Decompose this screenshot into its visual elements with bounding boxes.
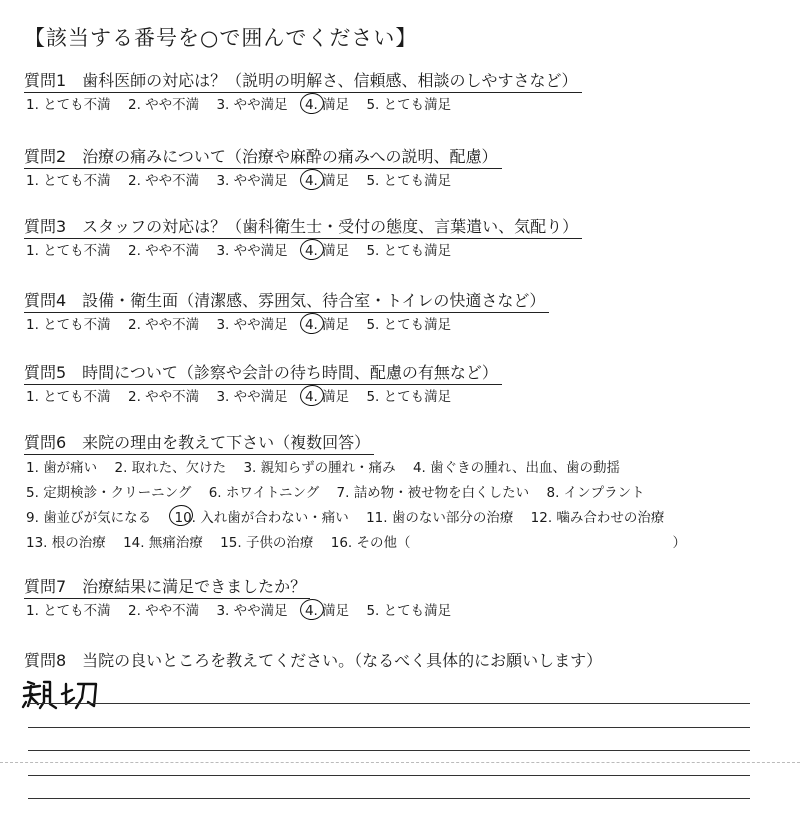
option-2[interactable]: 2. やや不満 [127,317,200,333]
option-5[interactable]: 5. とても満足 [366,317,452,333]
reason-12[interactable]: 12. 噛み合わせの治療 [530,510,665,526]
option-3[interactable]: 3. やや満足 [216,389,288,405]
answer-line [28,798,750,799]
circle-mark: 4. [305,600,318,622]
circle-mark: 4. [305,94,318,116]
other-close-paren: ） [672,535,687,551]
option-1[interactable]: 1. とても不満 [26,97,111,113]
reason-13[interactable]: 13. 根の治療 [26,535,106,551]
question-5 [24,362,784,408]
option-2[interactable]: 2. やや不満 [127,389,200,405]
rating-options [24,386,784,408]
question-title: 質問6 来院の理由を教えて下さい（複数回答） [24,432,374,455]
reason-8[interactable]: 8. インプラント [546,485,645,501]
option-1[interactable]: 1. とても不満 [26,603,111,619]
reason-14[interactable]: 14. 無痛治療 [123,535,203,551]
option-4-selected[interactable]: 4. 満足 [305,314,349,336]
option-5[interactable]: 5. とても満足 [366,603,452,619]
question-title: 質問3 スタッフの対応は？（歯科衛生士・受付の態度、言葉遣い、気配り） [24,216,582,239]
question-title: 質問2 治療の痛みについて（治療や麻酔の痛みへの説明、配慮） [24,146,502,169]
answer-line [28,775,750,776]
reason-10-selected[interactable]: 10. 入れ歯が合わない・痛い [168,506,348,531]
option-2[interactable]: 2. やや不満 [127,603,200,619]
option-3[interactable]: 3. やや満足 [216,317,288,333]
question-1 [24,70,784,116]
reason-15[interactable]: 15. 子供の治療 [220,535,314,551]
reason-9[interactable]: 9. 歯並びが気になる [26,510,152,526]
question-3 [24,216,784,262]
question-title: 質問5 時間について（診察や会計の待ち時間、配慮の有無など） [24,362,502,385]
reason-3[interactable]: 3. 親知らずの腫れ・痛み [243,460,396,476]
circle-mark: 4. [305,170,318,192]
option-5[interactable]: 5. とても満足 [366,97,452,113]
option-4-selected[interactable]: 4. 満足 [305,600,349,622]
reason-6[interactable]: 6. ホワイトニング [208,485,320,501]
option-4-selected[interactable]: 4. 満足 [305,94,349,116]
option-1[interactable]: 1. とても不満 [26,389,111,405]
option-3[interactable]: 3. やや満足 [216,173,288,189]
reason-options [24,456,786,556]
rating-options [24,600,784,622]
reason-1[interactable]: 1. 歯が痛い [26,460,98,476]
reason-2[interactable]: 2. 取れた、欠けた [114,460,227,476]
reason-16-other[interactable]: 16. その他（ ） [331,531,686,556]
option-4-selected[interactable]: 4. 満足 [305,240,349,262]
option-2[interactable]: 2. やや不満 [127,243,200,259]
answer-line [28,703,750,704]
option-2[interactable]: 2. やや不満 [127,97,200,113]
option-5[interactable]: 5. とても満足 [366,243,452,259]
option-1[interactable]: 1. とても不満 [26,173,111,189]
question-4 [24,290,784,336]
option-3[interactable]: 3. やや満足 [216,97,288,113]
question-title: 質問8 当院の良いところを教えてください。（なるべく具体的にお願いします） [24,651,603,670]
question-title: 質問7 治療結果に満足できましたか？ [24,576,310,599]
option-2[interactable]: 2. やや不満 [127,173,200,189]
option-5[interactable]: 5. とても満足 [366,389,452,405]
circle-mark: 10. [174,506,195,531]
option-4-selected[interactable]: 4. 満足 [305,386,349,408]
option-1[interactable]: 1. とても不満 [26,317,111,333]
question-7 [24,576,784,622]
instruction-header: 【該当する番号を○で囲んでください】 [24,26,418,50]
option-3[interactable]: 3. やや満足 [216,243,288,259]
question-title: 質問4 設備・衛生面（清潔感、雰囲気、待合室・トイレの快適さなど） [24,290,549,313]
rating-options [24,314,784,336]
reason-5[interactable]: 5. 定期検診・クリーニング [26,485,192,501]
reason-4[interactable]: 4. 歯ぐきの腫れ、出血、歯の動揺 [412,460,620,476]
answer-line [28,750,750,751]
option-4-selected[interactable]: 4. 満足 [305,170,349,192]
circle-mark: 4. [305,240,318,262]
reason-7[interactable]: 7. 詰め物・被せ物を白くしたい [336,485,530,501]
option-5[interactable]: 5. とても満足 [366,173,452,189]
option-1[interactable]: 1. とても不満 [26,243,111,259]
circle-mark: 4. [305,314,318,336]
rating-options [24,94,784,116]
page-fold-line [0,762,800,763]
option-3[interactable]: 3. やや満足 [216,603,288,619]
question-2 [24,146,784,192]
handwritten-answer [20,676,110,712]
answer-line [28,727,750,728]
question-8 [24,650,784,672]
question-6 [24,432,784,556]
reason-11[interactable]: 11. 歯のない部分の治療 [366,510,514,526]
circle-mark: 4. [305,386,318,408]
question-title: 質問1 歯科医師の対応は？（説明の明解さ、信頼感、相談のしやすさなど） [24,70,582,93]
rating-options [24,240,784,262]
rating-options [24,170,784,192]
